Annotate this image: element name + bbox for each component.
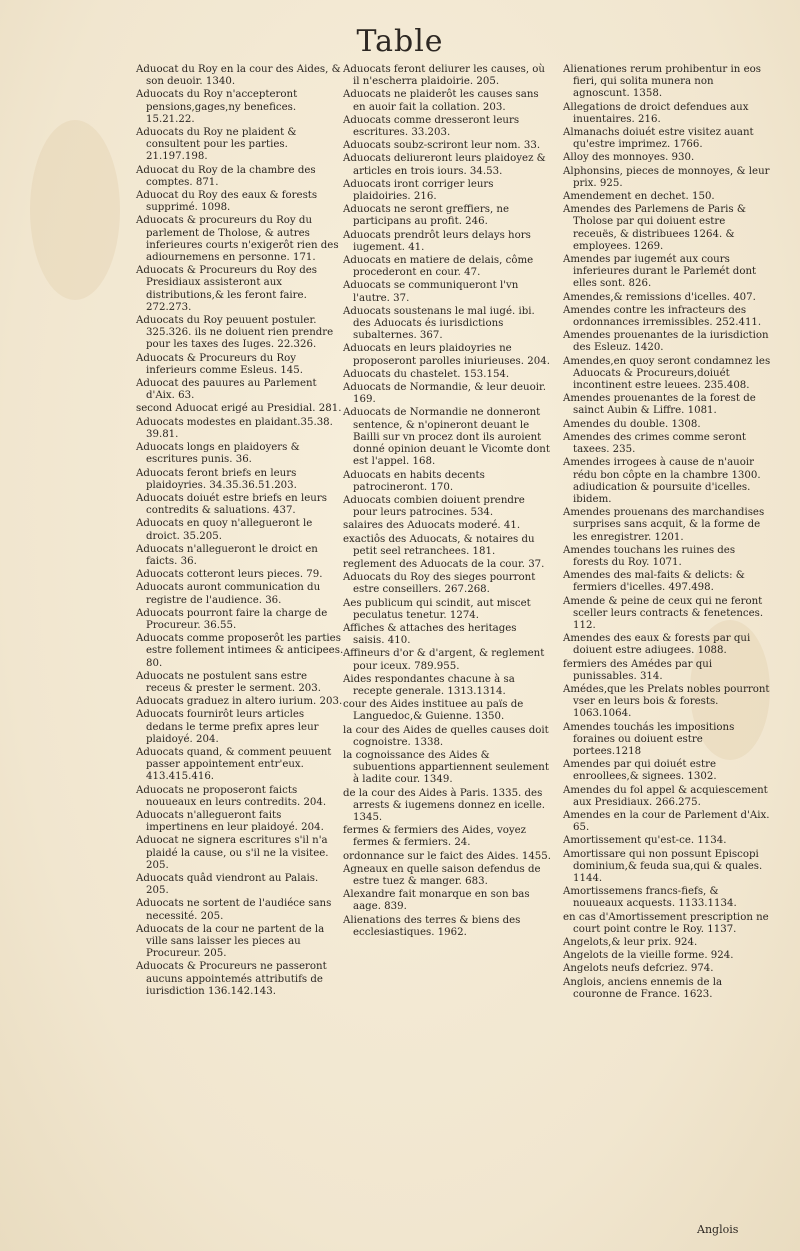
index-entry: Alienationes rerum prohibentur in eos fieri, qui solita munera non agnoscunt. 1358. (563, 64, 761, 100)
index-entry: la cour des Aides de quelles causes doit cognoistre. 1338. (343, 724, 549, 748)
index-entry: Amendes des mal-faits & delicts: & fermiers d'icelles. 497.498. (563, 570, 745, 594)
index-entry: Aduocats modestes en plaidant.35.38. 39.81. (136, 416, 333, 440)
index-entry: Amendes des Parlemens de Paris & Tholose par qui doiuent estre receuës, & distribuees 1264. & employees. 1269. (563, 204, 746, 252)
index-entry: Aduocat ne signera escritures s'il n'a plaidé la cause, ou s'il ne la visitee. 205. (136, 835, 329, 871)
index-entry: Amende & peine de ceux qui ne feront sceller leurs contracts & fenetences. 112. (563, 595, 764, 631)
index-entry: Amendes des eaux & forests par qui doiuent estre adiugees. 1088. (563, 633, 751, 657)
index-entry: Aduocat du Roy des eaux & forests supprimé. 1098. (136, 190, 318, 214)
index-entry: Aduocats & procureurs du Roy du parlement de Tholose, & autres inferieures courts n'exigerôt rien des adiournemens en personne. 171. (136, 215, 339, 264)
index-entry: Amendes,& remissions d'icelles. 407. (563, 291, 756, 303)
index-entry: Aduocats du Roy peuuent postuler. 325.326. ils ne doiuent rien prendre pour les taxes des Iuges. 22.326. (136, 315, 334, 351)
index-entry: Aduocats en quoy n'allegueront le droict. 35.205. (136, 518, 313, 542)
index-entry: reglement des Aduocats de la cour. 37. (343, 558, 545, 570)
index-entry: Aduocat du Roy en la cour des Aides, & son deuoir. 1340. (136, 64, 341, 88)
index-entry: Aduocat du Roy de la chambre des comptes. 871. (136, 164, 316, 188)
index-entry: Aduocats graduez in altero iurium. 203. (136, 696, 343, 708)
index-entry: Amédes,que les Prelats nobles pourront vser en leurs bois & forests. 1063.1064. (563, 683, 770, 720)
index-entry: Aduocats feront deliurer les causes, où il n'escherra plaidoirie. 205. (343, 64, 545, 88)
index-entry: Angelots,& leur prix. 924. (563, 937, 698, 949)
index-entry: Amortissement qu'est-ce. 1134. (563, 835, 727, 847)
index-entry: Affineurs d'or & d'argent, & reglement pour iceux. 789.955. (343, 648, 545, 672)
page-title: Table (356, 24, 444, 59)
index-column-2 (343, 64, 551, 940)
index-entry: Aduocats ne postulent sans estre receus & prester le serment. 203. (136, 670, 322, 694)
index-entry: Amendes prouenans des marchandises surprises sans acquit, & la forme de les enregistrer. 1201. (563, 507, 765, 543)
index-entry: Allegations de droict defendues aux inuentaires. 216. (563, 101, 749, 125)
index-entry: Amendes contre les infracteurs des ordonnances irremissibles. 252.411. (563, 304, 762, 329)
index-column-1 (136, 64, 344, 999)
index-entry: Alienations des terres & biens des ecclesiastiques. 1962. (343, 914, 521, 938)
catchword: Anglois (697, 1223, 739, 1236)
index-entry: Amendes prouenantes de la iurisdiction des Esleuz. 1420. (563, 330, 769, 354)
index-entry: Aduocats & Procureurs du Roy inferieurs comme Esleus. 145. (136, 352, 304, 376)
index-entry: Amendes par qui doiuét estre enroollees,& signees. 1302. (563, 759, 717, 783)
index-entry: Amendes,en quoy seront condamnez les Aduocats & Procureurs,doiuét incontinent estre leuees. 235.408. (563, 355, 771, 392)
index-entry: Aduocats en matiere de delais, côme procederont en cour. 47. (343, 255, 534, 279)
index-entry: de la cour des Aides à Paris. 1335. des arrests & iugemens donnez en icelle. 1345. (343, 787, 546, 823)
index-entry: Amendes des crimes comme seront taxees. 235. (563, 431, 746, 456)
index-entry: Aduocats quâd viendront au Palais. 205. (136, 873, 319, 897)
index-entry: Anglois, anciens ennemis de la couronne de France. 1623. (563, 976, 723, 1000)
index-entry: Angelots de la vieille forme. 924. (563, 950, 734, 962)
index-entry: Aduocats fournirôt leurs articles dedans le terme prefix apres leur plaidoyé. 204. (136, 709, 319, 745)
index-entry: Amendement en dechet. 150. (563, 191, 715, 203)
index-entry: Aduocats combien doiuent prendre pour leurs patrocines. 534. (343, 494, 525, 519)
index-entry: Aduocats ne plaiderôt les causes sans en auoir fait la collation. 203. (343, 89, 539, 113)
index-entry: fermiers des Amédes par qui punissables. 314. (563, 658, 713, 682)
index-entry: Aduocats de Normandie, & leur deuoir. 169. (343, 382, 546, 406)
index-entry: Aduocats en habits decents patrocineront. 170. (343, 469, 485, 493)
index-entry: Amendes irrogees à cause de n'auoir rédu bon côpte en la chambre 1300. adiudication & poursuite d'icelles. ibidem. (563, 457, 761, 505)
index-entry: second Aduocat erigé au Presidial. 281. (136, 403, 342, 415)
index-entry: Aduocats & Procureurs ne passeront aucuns appointemés attributifs de iurisdiction 136.142.143. (136, 961, 327, 997)
index-entry: Aduocats n'allegueront faits impertinens en leur plaidoyé. 204. (136, 809, 324, 834)
index-entry: ordonnance sur le faict des Aides. 1455. (343, 850, 552, 862)
index-entry: Agneaux en quelle saison defendus de estre tuez & manger. 683. (343, 863, 541, 887)
index-entry: Aduocats du Roy ne plaident & consultent pour les parties. 21.197.198. (136, 127, 297, 163)
index-entry: cour des Aides instituee au païs de Languedoc,& Guienne. 1350. (343, 699, 524, 723)
index-entry: Aduocats cotteront leurs pieces. 79. (136, 569, 323, 581)
index-entry: la cognoissance des Aides & subuentions appartiennent seulement à ladite cour. 1349. (343, 749, 549, 786)
index-entry: Aduocats doiuét estre briefs en leurs contredits & saluations. 437. (136, 492, 327, 517)
index-entry: Aduocats ne sortent de l'audiéce sans necessité. 205. (136, 898, 332, 922)
index-entry: Amendes du double. 1308. (563, 418, 701, 430)
index-entry: Aduocats de la cour ne partent de la ville sans laisser les pieces au Procureur. 205. (136, 923, 325, 960)
index-entry: exactiôs des Aduocats, & notaires du petit seel retranchees. 181. (343, 533, 535, 557)
index-entry: Amortissemens francs-fiefs, & nouueaux acquests. 1133.1134. (563, 886, 737, 910)
index-entry: Aduocats auront communication du registre de l'audience. 36. (136, 582, 321, 606)
index-entry: Aes publicum qui scindit, aut miscet peculatus tenetur. 1274. (343, 597, 531, 621)
index-entry: en cas d'Amortissement prescription ne court point contre le Roy. 1137. (563, 911, 769, 935)
index-entry: Aduocats ne seront greffiers, ne participans au profit. 246. (343, 204, 510, 228)
index-entry: Aides respondantes chacune à sa recepte generale. 1313.1314. (343, 673, 515, 697)
index-entry: Amendes prouenantes de la forest de sainct Aubin & Liffre. 1081. (563, 393, 756, 417)
index-column-3 (563, 64, 771, 1002)
index-entry: Aduocats du Roy n'accepteront pensions,gages,ny benefices. 15.21.22. (136, 89, 298, 125)
index-entry: Aduocats soubz-scriront leur nom. 33. (343, 140, 541, 152)
index-entry: Aduocats soustenans le mal iugé. ibi. des Aduocats és iurisdictions subalternes. 367. (343, 305, 535, 342)
index-entry: Amendes touchás les impositions foraines ou doiuent estre portees.1218 (563, 721, 735, 757)
paper-stain (30, 120, 120, 300)
index-entry: Angelots neufs defcriez. 974. (563, 963, 714, 975)
index-entry: Aduocats & Procureurs du Roy des Presidiaux assisteront aux distributions,& les feront faire. 272.273. (136, 265, 318, 313)
index-entry: Aduocats prendrôt leurs delays hors iugement. 41. (343, 229, 531, 253)
index-entry: Aduocats du chastelet. 153.154. (343, 368, 510, 380)
index-entry: salaires des Aduocats moderé. 41. (343, 520, 521, 532)
index-entry: Alexandre fait monarque en son bas aage. 839. (343, 889, 530, 913)
index-entry: Alphonsins, pieces de monnoyes, & leur prix. 925. (563, 165, 770, 189)
index-entry: Almanachs doiuét estre visitez auant qu'estre imprimez. 1766. (563, 127, 754, 151)
index-entry: Aduocat des pauures au Parlement d'Aix. 63. (136, 378, 317, 402)
index-entry: Amendes touchans les ruines des forests du Roy. 1071. (563, 544, 736, 568)
index-entry: Aduocats se communiqueront l'vn l'autre. 37. (343, 280, 519, 304)
index-entry: Aduocats feront briefs en leurs plaidoyries. 34.35.36.51.203. (136, 467, 297, 491)
index-entry: Aduocats comme dresseront leurs escritures. 33.203. (343, 114, 520, 139)
index-entry: Amendes en la cour de Parlement d'Aix. 65. (563, 809, 770, 834)
index-entry: fermes & fermiers des Aides, voyez fermes & fermiers. 24. (343, 825, 527, 849)
index-entry: Alloy des monnoyes. 930. (563, 152, 695, 164)
index-entry: Aduocats en leurs plaidoyries ne proposeront parolles iniurieuses. 204. (343, 343, 550, 367)
index-entry: Aduocats pourront faire la charge de Procureur. 36.55. (136, 607, 328, 631)
index-entry: Aduocats longs en plaidoyers & escritures punis. 36. (136, 442, 300, 466)
index-entry: Aduocats iront corriger leurs plaidoiries. 216. (343, 178, 494, 203)
index-entry: Aduocats n'allegueront le droict en faicts. 36. (136, 543, 318, 567)
index-entry: Amortissare qui non possunt Episcopi dominium,& feuda sua,qui & quales. 1144. (563, 848, 763, 884)
index-entry: Affiches & attaches des heritages saisis. 410. (343, 622, 517, 647)
index-entry: Amendes par iugemét aux cours inferieures durant le Parlemét dont elles sont. 826. (563, 254, 757, 290)
index-entry: Aduocats ne proposeront faicts nouueaux en leurs contredits. 204. (136, 784, 327, 808)
index-entry: Aduocats quand, & comment peuuent passer appointement entr'eux. 413.415.416. (136, 746, 332, 783)
index-entry: Aduocats de Normandie ne donneront sentence, & n'opineront deuant le Bailli sur vn procez dont ils auroient donné opinion deuant le Vicomte dont est l'appel. 168. (343, 407, 550, 468)
index-entry: Amendes du fol appel & acquiescement aux Presidiaux. 266.275. (563, 784, 768, 808)
index-entry: Aduocats comme proposerôt les parties estre follement intimees & anticipees. 80. (136, 633, 344, 669)
index-entry: Aduocats deliureront leurs plaidoyez & articles en trois iours. 34.53. (343, 153, 546, 177)
index-entry: Aduocats du Roy des sieges pourront estre conseillers. 267.268. (343, 572, 536, 596)
